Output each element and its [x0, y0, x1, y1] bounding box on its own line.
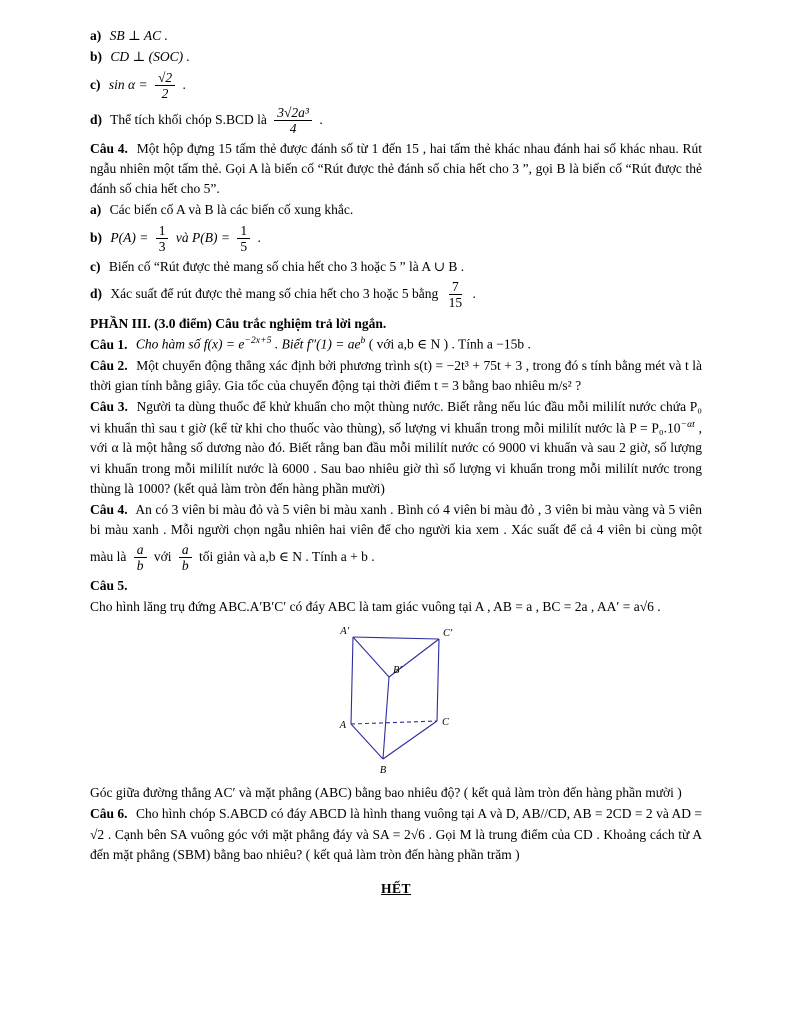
- question-label: Câu 1.: [90, 336, 128, 352]
- edge-aprime-bprime: [353, 637, 389, 677]
- fraction: [237, 223, 250, 255]
- vertex-label-c-prime: C′: [442, 628, 452, 640]
- question-3: [90, 397, 702, 499]
- item-text: .: [472, 285, 476, 301]
- fraction: [446, 279, 466, 311]
- edge-a-aprime: [351, 637, 353, 724]
- fraction-numerator: 1: [237, 223, 250, 240]
- statement-item-c: [90, 69, 702, 103]
- item-text: .: [182, 76, 186, 92]
- question-text: Cho hình chóp S.ABCD có đáy ABCD là hình thang vuông tại A và D, AB//CD, AB = 2CD = 2 và AD = √2 . Cạnh bên SA vuông góc với mặt phẳng đáy và SA = 2√6 . Gọi M là trung điểm của CD . Khoảng cách từ A đến mặt phẳng (SBM) bằng bao nhiêu? ( kết quả làm tròn đến hàng phần trăm ): [90, 806, 703, 862]
- question-label: Câu 4.: [90, 140, 128, 156]
- item-label: d): [90, 285, 103, 301]
- edge-a-b: [351, 724, 383, 759]
- question-4-intro: [90, 139, 702, 200]
- question-text: Một hộp đựng 15 tấm thẻ được đánh số từ 1 đến 15 , hai tấm thẻ khác nhau đánh hai số khác nhau. Rút ngẫu nhiên một tấm thẻ. Gọi A là biến cố “Rút được thẻ đánh số chia hết cho 3 ”, gọi B là biến cố “Rút được thẻ đánh số chia hết cho 5”.: [90, 140, 703, 197]
- item-label: a): [90, 28, 102, 43]
- fraction-denominator: 2: [161, 86, 169, 102]
- question-label: Câu 4.: [90, 502, 128, 518]
- vertex-label-a: A: [339, 720, 346, 732]
- fraction-numerator: 3√2a³: [274, 105, 312, 122]
- fraction-denominator: b: [136, 558, 144, 574]
- fraction: [179, 542, 192, 574]
- vertex-label-a-prime: A′: [339, 626, 349, 638]
- question-text: với: [153, 548, 172, 564]
- edge-aprime-cprime: [353, 637, 439, 639]
- question-4-part3: [90, 500, 702, 575]
- question-math: Cho hàm số f(x) = e: [135, 336, 245, 352]
- item-label: d): [90, 111, 103, 127]
- question-4-item-d: [90, 278, 702, 312]
- question-text: Người ta dùng thuốc để khử khuẩn cho một thùng nước. Biết rằng nếu lúc đầu mỗi mililít nước chứa P₀ vi khuẩn thì sau t giờ (kể từ khi cho thuốc vào thùng), số lượng vi khuẩn trong mỗi mililít nước là P = P₀.10: [90, 399, 702, 436]
- fraction-denominator: 3: [158, 239, 166, 255]
- statement-item-a: [90, 26, 702, 46]
- item-math: và P(B) =: [175, 229, 230, 245]
- question-label: Câu 5.: [90, 577, 128, 593]
- fraction-numerator: 1: [156, 223, 169, 240]
- part3-header: PHẦN III. (3.0 điểm) Câu trắc nghiệm trả lời ngắn.: [90, 315, 387, 331]
- question-text: , với α là một hằng số dương nào đó. Biết rằng ban đầu mỗi mililít nước có 9000 vi khuẩn và sau 2 giờ, số lượng vi khuẩn trong mỗi mililít nước là 6000 . Sau bao nhiêu giờ thì số lượng vi khuẩn trong mỗi mililít nước trong thùng là 1000? (kết quả làm tròn đến hàng phần mười): [90, 420, 703, 496]
- question-label: Câu 3.: [90, 399, 128, 415]
- figure-container: [90, 621, 702, 781]
- fraction-denominator: 4: [289, 121, 297, 137]
- question-text: Một chuyển động thẳng xác định bởi phương trình s(t) = −2t³ + 75t + 3 , trong đó s tính bằng mét và t là thời gian tính bằng giây. Gia tốc của chuyển động tại thời điểm t = 3 bằng bao nhiêu m/s² ?: [90, 357, 703, 394]
- item-label: b): [90, 229, 103, 245]
- vertex-label-c: C: [441, 717, 449, 729]
- prism-labels: [338, 626, 452, 776]
- statement-item-b: [90, 47, 702, 67]
- prism-edges: [351, 637, 439, 759]
- item-math: P(A) =: [110, 229, 149, 245]
- question-math: . Biết f″(1) = ae: [271, 336, 361, 352]
- item-math: CD ⊥ (SOC) .: [110, 49, 190, 65]
- item-label: b): [90, 49, 103, 65]
- item-text: .: [257, 229, 261, 245]
- question-text: An có 3 viên bi màu đỏ và 5 viên bi màu xanh . Bình có 4 viên bi màu đỏ , 3 viên bi màu vàng và 5 viên bi màu xanh . Mỗi người chọn ngẫu nhiên hai viên để cho người kia xem . Xác suất để cả 4 viên bi cùng một màu là: [90, 502, 702, 564]
- question-text: tối giản và a,b ∈ N . Tính a + b .: [199, 548, 375, 564]
- item-label: c): [90, 258, 101, 274]
- fraction-numerator: 7: [449, 279, 462, 296]
- fraction: [156, 223, 169, 255]
- question-5-intro: Cho hình lăng trụ đứng ABC.A′B′C′ có đáy ABC là tam giác vuông tại A , AB = a , BC = 2a , AA′ = a√6 .: [90, 598, 661, 614]
- edge-b-bprime: [383, 677, 389, 759]
- item-text: .: [319, 111, 323, 127]
- fraction-numerator: √2: [155, 70, 175, 87]
- exponent: b: [360, 335, 366, 347]
- exponent: −αt: [680, 418, 695, 430]
- item-text: Xác suất để rút được thẻ mang số chia hết cho 3 hoặc 5 bằng: [110, 285, 439, 301]
- question-6: [90, 804, 702, 865]
- item-label: a): [90, 202, 102, 218]
- question-5-label: [90, 576, 702, 596]
- item-text: Biến cố “Rút được thẻ mang số chia hết cho 3 hoặc 5 ” là A ∪ B .: [108, 258, 465, 274]
- statement-item-d: [90, 104, 702, 138]
- fraction-denominator: 15: [448, 295, 463, 311]
- fraction: [274, 105, 312, 137]
- vertex-label-b: B: [379, 765, 386, 777]
- item-math: SB ⊥ AC .: [109, 28, 168, 43]
- question-label: Câu 2.: [90, 357, 128, 373]
- question-4-item-c: [90, 257, 702, 277]
- fraction-denominator: 5: [240, 239, 248, 255]
- item-math: sin α =: [108, 76, 148, 92]
- fraction-numerator: a: [134, 542, 147, 559]
- fraction-numerator: a: [179, 542, 192, 559]
- edge-c-cprime: [437, 639, 439, 721]
- question-label: Câu 6.: [90, 806, 128, 822]
- question-4-item-b: [90, 222, 702, 256]
- exponent: −2x+5: [244, 335, 272, 347]
- vertex-label-b-prime: B′: [392, 665, 402, 677]
- question-1: [90, 334, 702, 355]
- item-text: Các biến cố A và B là các biến cố xung khắc.: [109, 202, 354, 218]
- end-marker: HẾT: [380, 881, 411, 897]
- question-5-after: Góc giữa đường thẳng AC′ và mặt phẳng (ABC) bằng bao nhiêu độ? ( kết quả làm tròn đến hàng phần mười ): [90, 785, 682, 801]
- prism-figure: [329, 621, 464, 781]
- fraction: [155, 70, 175, 102]
- question-2: [90, 356, 702, 397]
- edge-c-b: [383, 721, 437, 759]
- edge-a-c-hidden: [351, 721, 437, 724]
- fraction: [134, 542, 147, 574]
- item-text: Thể tích khối chóp S.BCD là: [110, 111, 267, 127]
- fraction-denominator: b: [181, 558, 189, 574]
- question-text: ( với a,b ∈ N ) . Tính a −15b .: [368, 336, 531, 352]
- question-4-item-a: [90, 200, 702, 220]
- item-label: c): [90, 76, 101, 92]
